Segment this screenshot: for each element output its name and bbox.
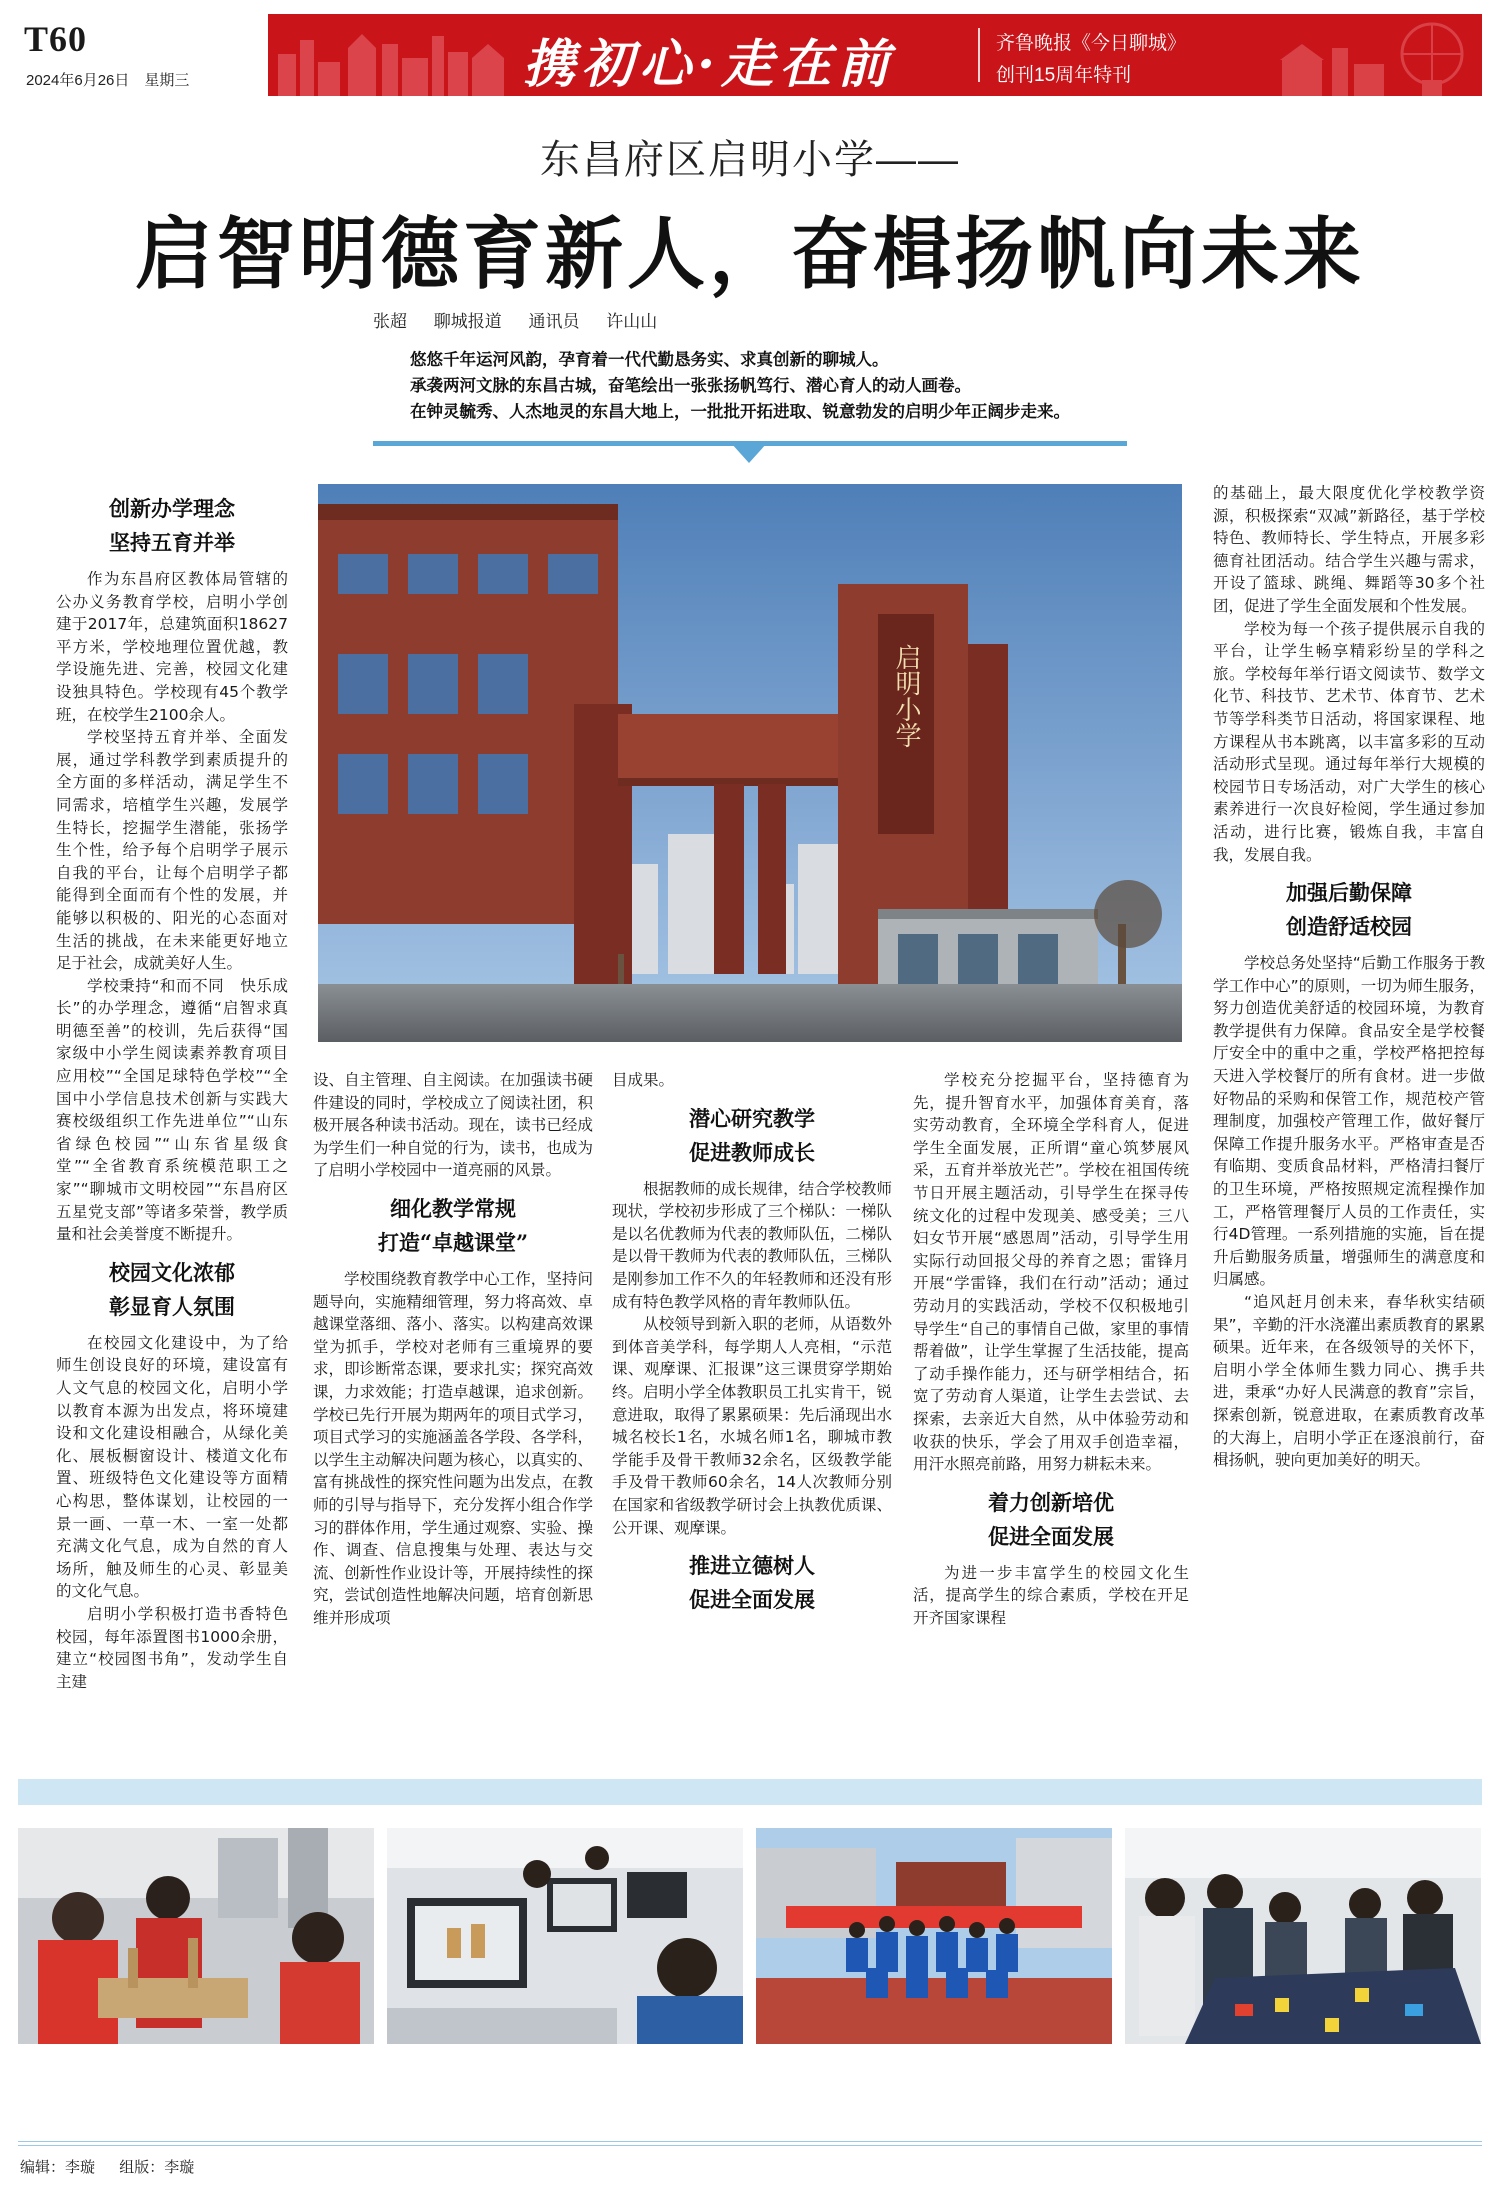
subheading-line: 促进全面发展	[689, 1587, 815, 1613]
subheading-line: 促进教师成长	[689, 1139, 815, 1165]
photo-computer-class	[387, 1828, 743, 2044]
subheading-line: 创新办学理念	[109, 496, 235, 521]
column-2	[313, 1069, 593, 1629]
body-paragraph: 学校充分挖掘平台，坚持德育为先，提升智育水平，加强体育美育，落实劳动教育，全环境全学科育人，促进学生全面发展，正所谓“童心筑梦展风采，五育并举放光芒”。学校在祖国传统节日开展主题活动，引导学生在探寻传统文化的过程中发现美、感受美；三八妇女节开展“感恩周”活动，引导学生用实际行动回报父母的养育之恩；雷锋月开展“学雷锋，我们在行动”活动；通过劳动月的实践活动，学校不仅积极地引导学生“自己的事情自己做，家里的事情帮着做”，让学生掌握了生活技能，提高了动手操作能力，还与研学相结合，拓宽了劳动育人渠道，让学生去尝试、去探索，去亲近大自然，从中体验劳动和收获的快乐，学会了用双手创造幸福，用汗水照亮前路，用努力耕耘未来。	[913, 1071, 1189, 1474]
landmark-decoration	[1262, 14, 1482, 96]
masthead-left	[18, 14, 268, 96]
banner-divider	[978, 28, 980, 82]
byline	[373, 307, 679, 332]
body-paragraph: 在校园文化建设中，为了给师生创设良好的环境，建设富有人文气息的校园文化，启明小学以教育本源为出发点，将环境建设和文化建设相融合，从绿化美化、展板橱窗设计、楼道文化布置、班级特色文化建设等方面精心构思，整体谋划，让校园的一景一画、一草一木、一室一处都充满文化气息，成为自然的育人场所，触及师生的心灵、彰显美的文化气息。	[56, 1333, 288, 1601]
masthead-banner	[18, 14, 1482, 96]
body-paragraph: 学校秉持“和而不同 快乐成长”的办学理念，遵循“启智求真 明德至善”的校训，先后获得“国家级中小学生阅读素养教育项目应用校”“全国足球特色学校”“全国中小学信息技术创新与实践大赛校级组织工作先进单位”“山东省绿色校园”“山东省星级食堂”“全省教育系统模范职工之家”“聊城市文明校园”“东昌府区五星党支部”等诸多荣誉，教学质量和社会美誉度不断提升。	[56, 976, 304, 1244]
lead-line: 承袭两河文脉的东昌古城，奋笔绘出一张张扬帆笃行、潜心育人的动人画卷。	[410, 376, 971, 395]
subheading-line: 潜心研究教学	[689, 1105, 815, 1131]
column-3	[612, 1069, 892, 1625]
body-paragraph: 设、自主管理、自主阅读。在加强读书硬件建设的同时，学校成立了阅读社团，积极开展各种读书活动。现在，读书已经成为学生们一种自觉的行为，读书，也成为了启明小学校园中一道亮丽的风景。	[313, 1071, 593, 1180]
subheading	[1213, 876, 1485, 944]
byline-correspondent: 许山山	[606, 312, 658, 331]
subheading	[913, 1486, 1189, 1554]
byline-correspondent-label: 通讯员	[528, 312, 580, 331]
lead-line: 悠悠千年运河风韵，孕育着一代代勤恳务实、求真创新的聊城人。	[410, 350, 889, 369]
body-paragraph: 目成果。	[612, 1071, 675, 1089]
subheading	[56, 1256, 288, 1324]
body-paragraph: 为进一步丰富学生的校园文化生活，提高学生的综合素质，学校在开足开齐国家课程	[913, 1563, 1189, 1627]
subheading-line: 加强后勤保障	[1286, 880, 1412, 906]
kicker-title: 东昌府区启明小学——	[540, 138, 960, 182]
subheading-line: 创造舒适校园	[1286, 914, 1412, 940]
subheading	[313, 1192, 593, 1260]
subheading	[56, 492, 288, 560]
subheading-line: 彰显育人氛围	[109, 1293, 235, 1319]
subheading-line: 坚持五育并举	[109, 530, 235, 555]
column-1	[56, 492, 304, 1693]
subheading-line: 细化教学常规	[390, 1195, 516, 1221]
photo-gallery	[18, 1828, 1482, 2044]
photo-robotics-lab	[1125, 1828, 1481, 2044]
body-paragraph: 学校坚持五育并举、全面发展，通过学科教学到素质提升的全方面的多样活动，满足学生不同需求，培植学生兴趣，发展学生特长，挖掘学生潜能，张扬学生个性，给予每个启明学子展示自我的平台，让每个启明学子都能得到全面而有个性的发展，并能够以积极的、阳光的心态面对生活的挑战，在未来能更好地立足于社会，成就美好人生。	[56, 728, 288, 973]
body-paragraph: 启明小学积极打造书香特色校园，每年添置图书1000余册，建立“校园图书角”，发动学生自主建	[56, 1604, 288, 1691]
footer-credits	[20, 2156, 214, 2177]
footer-rule	[18, 2141, 1482, 2142]
footer-rule	[18, 2145, 1482, 2146]
body-paragraph: 学校为每一个孩子提供展示自我的平台，让学生畅享精彩纷呈的学科之旅。学校每年举行语文阅读节、数学文化节、科技节、艺术节、体育节、艺术节等学科类节日活动，将国家课程、地方课程从书本跳离，以丰富多彩的互动活动形式呈现。通过每年举行大规模的校园节日专场活动，对广大学生的核心素养进行一次良好检阅，学生通过参加活动，进行比赛，锻炼自我，丰富自我，发展自我。	[1213, 619, 1485, 864]
body-paragraph: 的基础上，最大限度优化学校教学资源，积极探索“双减”新路径，基于学校特色、教师特长、学生特点，开展多彩德育社团活动。结合学生兴趣与需求，开设了篮球、跳绳、舞蹈等30多个社团，促进了学生全面发展和个性发展。	[1213, 484, 1485, 615]
body-paragraph: “追风赶月创未来，春华秋实结硕果”，辛勤的汗水浇灌出素质教育的累累硕果。近年来，在各级领导的关怀下，启明小学全体师生戮力同心、携手共进，秉承“办好人民满意的教育”宗旨，探索创新，锐意进取，在素质教育改革的大海上，启明小学正在逐浪前行，奋楫扬帆，驶向更加美好的明天。	[1213, 1293, 1485, 1470]
editor-credit: 编辑：李璇	[20, 2159, 96, 2176]
lead-divider-arrow	[731, 443, 767, 463]
subheading-line: 促进全面发展	[988, 1523, 1114, 1549]
issue-date: 2024年6月26日 星期三	[26, 72, 190, 89]
lead-paragraph	[410, 347, 1210, 425]
skyline-decoration	[268, 14, 528, 96]
subheading-line: 校园文化浓郁	[109, 1259, 235, 1285]
subheading-line: 打造“卓越课堂”	[377, 1229, 529, 1255]
body-paragraph: 根据教师的成长规律，结合学校教师现状，学校初步形成了三个梯队：一梯队是以名优教师为代表的教师队伍，二梯队是以骨干教师为代表的教师队伍，三梯队是刚参加工作不久的年轻教师和还没有形成有特色教学风格的青年教师队伍。	[612, 1179, 892, 1311]
body-paragraph: 学校总务处坚持“后勤工作服务于教学工作中心”的原则，一切为师生服务，努力创造优美舒适的校园环境，为教育教学提供有力保障。食品安全是学校餐厅安全中的重中之重，学校严格把控每天进入学校餐厅的所有食材。进一步做好物品的采购和保管工作，规范校产管理制度，加强校产管理工作，做好餐厅保障工作提升服务水平。严格审查是否有临期、变质食品材料，严格清扫餐厅的卫生环境，严格按照规定流程操作加工，严格管理餐厅人员的工作责任，实行4D管理。一系列措施的实施，旨在提升后勤服务质量，增强师生的满意度和归属感。	[1213, 954, 1485, 1289]
body-paragraph: 从校领导到新入职的老师，从语数外到体音美学科，每学期人人亮相，“示范课、观摩课、汇报课”这三课贯穿学期始终。启明小学全体教职员工扎实肯干，锐意进取，取得了累累硕果：先后涌现出水城名校长1名，水城名师1名，聊城市教学能手及骨干教师32余名，区级教学能手及骨干教师60余名，14人次教师分别在国家和省级教学研讨会上执教优质课、公开课、观摩课。	[612, 1315, 892, 1537]
school-gate-photo	[318, 484, 1182, 1042]
photo-craft-activity	[18, 1828, 374, 2044]
tower-sign: 启明小学	[891, 644, 921, 748]
subheading-line: 推进立德树人	[689, 1553, 815, 1579]
headline: 启智明德育新人，奋楫扬帆向未来	[134, 209, 1365, 300]
layout-credit: 组版：李璇	[119, 2159, 195, 2176]
subheading-line: 着力创新培优	[988, 1489, 1114, 1515]
subheading	[612, 1102, 892, 1170]
column-4	[913, 1069, 1189, 1629]
subheading	[612, 1549, 892, 1617]
body-paragraph: 学校围绕教育教学中心工作，坚持问题导向，实施精细管理，努力将高效、卓越课堂落细、落小、落实。以构建高效课堂为抓手，学校对老师有三重境界的要求，即诊断常态课，要求扎实；探究高效课，力求效能；打造卓越课，追求创新。学校已先行开展为期两年的项目式学习，项目式学习的实施涵盖各学段、各学科，以学生主动解决问题为核心，以真实的、富有挑战性的探究性问题为出发点，在教师的引导与指导下，充分发挥小组合作学习的群体作用，学生通过观察、实验、操作、调查、信息搜集与处理、表达与交流、创新性作业设计等，开展持续性的探究，尝试创造性地解决问题，培育创新思维并形成项	[313, 1269, 593, 1627]
byline-reporter: 张超	[373, 312, 407, 331]
special-issue-label: 创刊15周年特刊	[996, 65, 1132, 86]
column-5	[1213, 482, 1485, 1472]
page-number: T60	[24, 19, 88, 59]
decorative-strip	[18, 1779, 1482, 1805]
byline-dateline: 聊城报道	[433, 312, 502, 331]
slogan: 携初心·走在前	[523, 34, 896, 95]
lead-line: 在钟灵毓秀、人杰地灵的东昌大地上，一批批开拓进取、锐意勃发的启明少年正阔步走来。	[410, 402, 1070, 421]
photo-football-team	[756, 1828, 1112, 2044]
body-paragraph: 作为东昌府区教体局管辖的公办义务教育学校，启明小学创建于2017年，总建筑面积18627平方米，学校地理位置优越，教学设施先进、完善，校园文化建设独具特色。学校现有45个教学班，在校学生2100余人。	[56, 570, 288, 724]
paper-name: 齐鲁晚报《今日聊城》	[996, 33, 1187, 54]
